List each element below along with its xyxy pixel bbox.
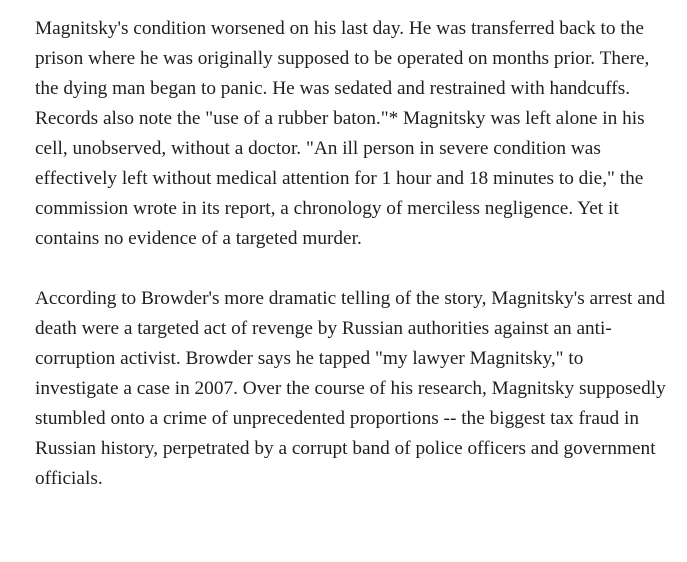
paragraph-browder-telling: According to Browder's more dramatic telling of the story, Magnitsky's arrest and death were a targeted act of revenge by Russian authorities against an anti-corruption activist. Browder says he tapped "my lawyer Magnitsky," to investigate a case in 2007. Over the course of his research, Magnitsky supposedly stumbled onto a crime of unprecedented proportions -- the biggest tax fraud in Russian history, perpetrated by a corrupt band of police officers and government officials. bbox=[35, 288, 666, 489]
article-body bbox=[35, 14, 671, 494]
paragraph-magnitsky-last-day: Magnitsky's condition worsened on his last day. He was transferred back to the prison where he was originally supposed to be operated on months prior. There, the dying man began to panic. He was sedated and restrained with handcuffs. Records also note the "use of a rubber baton."* Magnitsky was left alone in his cell, unobserved, without a doctor. "An ill person in severe condition was effectively left without medical attention for 1 hour and 18 minutes to die," the commission wrote in its report, a chronology of merciless negligence. Yet it contains no evidence of a targeted murder. bbox=[35, 18, 650, 249]
